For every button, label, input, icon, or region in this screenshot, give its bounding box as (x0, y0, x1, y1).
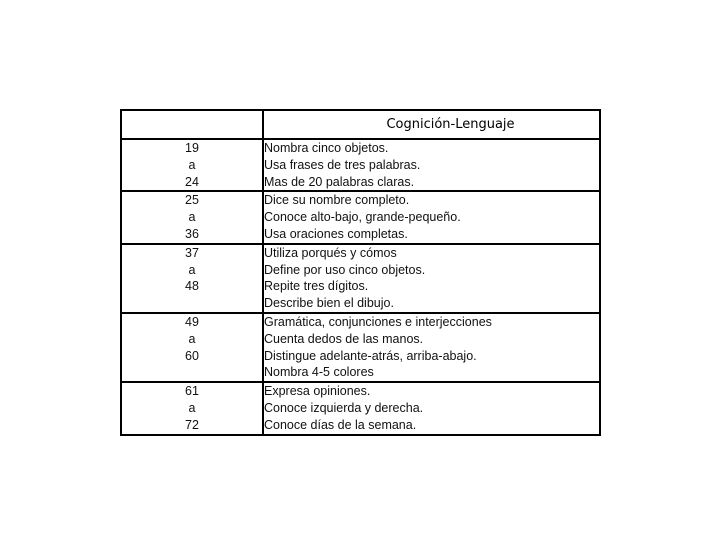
age-to: 36 (185, 226, 199, 241)
table-row (121, 382, 600, 434)
age-from: 19 (185, 141, 199, 155)
age-from: 61 (185, 384, 199, 399)
development-table (120, 109, 601, 436)
skills-cell (263, 191, 600, 243)
table-row (121, 313, 600, 382)
table-row (121, 244, 600, 313)
skill-item: Conoce alto-bajo, grande-pequeño. (264, 210, 461, 225)
header-empty-cell (121, 110, 263, 139)
skills-cell (263, 313, 600, 382)
skill-item: Repite tres dígitos. (264, 279, 369, 294)
skill-item: Mas de 20 palabras claras. (264, 174, 415, 189)
skill-item: Expresa opiniones. (264, 384, 371, 399)
table-row (121, 139, 600, 191)
age-range-cell (121, 382, 263, 434)
skills-cell (263, 139, 600, 191)
skill-item: Usa frases de tres palabras. (264, 157, 421, 172)
age-from: 37 (185, 245, 199, 260)
skill-item: Conoce izquierda y derecha. (264, 400, 424, 415)
skill-item: Dice su nombre completo. (264, 193, 410, 208)
age-to: 48 (185, 279, 199, 294)
age-range-cell (121, 244, 263, 313)
skills-cell (263, 382, 600, 434)
age-range-cell (121, 313, 263, 382)
skill-item: Nombra 4-5 colores (264, 365, 374, 380)
table-row (121, 191, 600, 243)
table-title: Cognición-Lenguaje (386, 117, 515, 132)
skill-item: Gramática, conjunciones e interjecciones (264, 314, 492, 329)
skills-cell (263, 244, 600, 313)
age-to: 24 (185, 174, 199, 189)
age-separator: a (188, 210, 196, 225)
age-range-cell (121, 191, 263, 243)
skill-item: Utiliza porqués y cómos (264, 245, 397, 260)
skill-item: Distingue adelante-atrás, arriba-abajo. (264, 348, 477, 363)
age-separator: a (188, 400, 196, 415)
age-separator: a (188, 157, 196, 172)
skill-item: Describe bien el dibujo. (264, 296, 394, 311)
skill-item: Nombra cinco objetos. (264, 141, 389, 155)
skill-item: Usa oraciones completas. (264, 226, 408, 241)
age-separator: a (188, 262, 196, 277)
age-to: 72 (185, 417, 199, 432)
age-from: 49 (185, 314, 199, 329)
age-to: 60 (185, 348, 199, 363)
header-row (121, 110, 600, 139)
age-range-cell (121, 139, 263, 191)
age-from: 25 (185, 193, 199, 208)
header-cell (263, 110, 600, 139)
skill-item: Cuenta dedos de las manos. (264, 331, 424, 346)
age-separator: a (188, 331, 196, 346)
skill-item: Conoce días de la semana. (264, 417, 417, 432)
skill-item: Define por uso cinco objetos. (264, 262, 426, 277)
